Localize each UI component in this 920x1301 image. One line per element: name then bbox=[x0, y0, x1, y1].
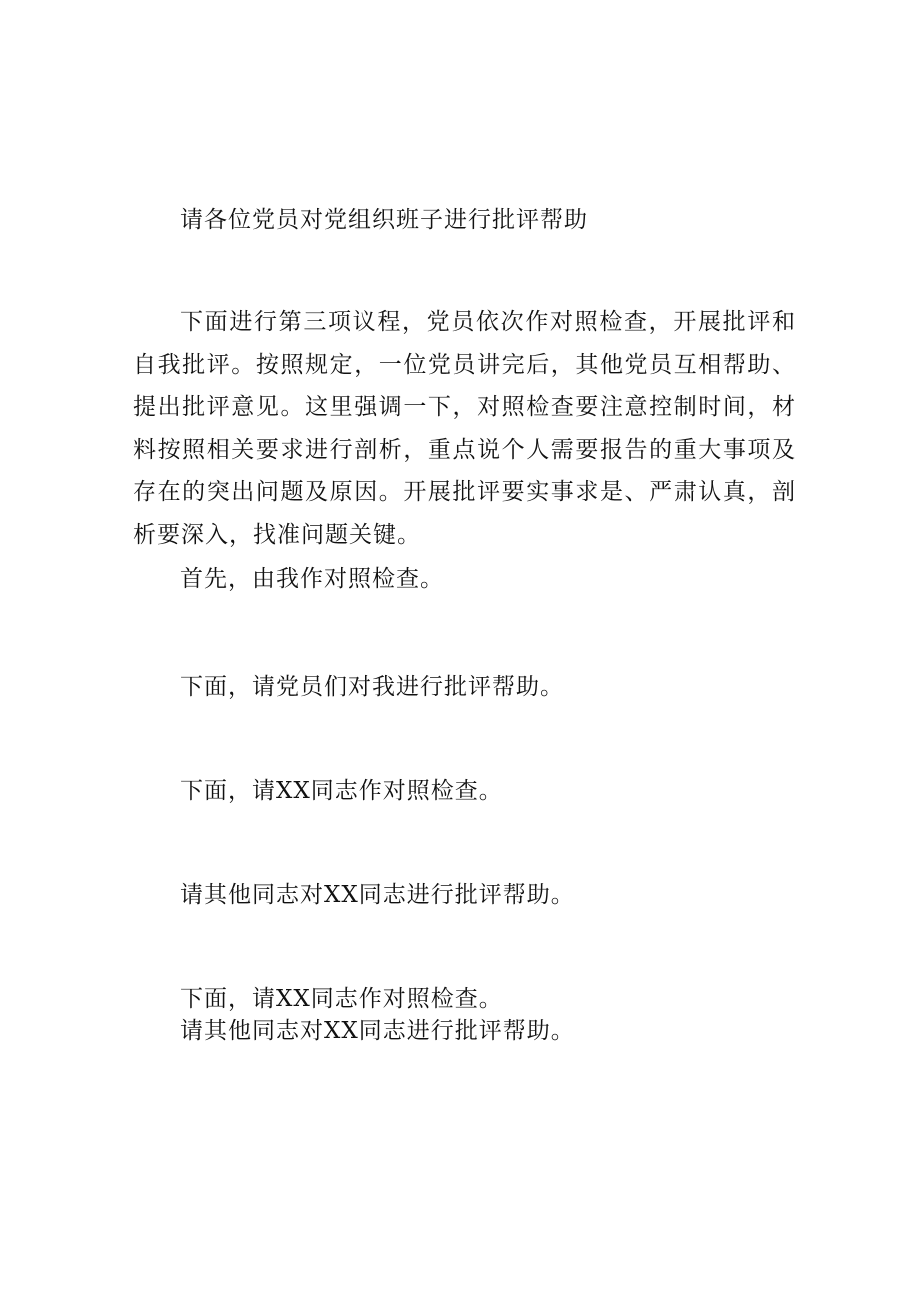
others-help-xx-line: 请其他同志对XX同志进行批评帮助。 bbox=[180, 882, 575, 908]
agenda-paragraph: 下面进行第三项议程，党员依次作对照检查，开展批评和自我批评。按照规定，一位党员讲完后，其他党员互相帮助、提出批评意见。这里强调一下，对照检查要注意控制时间，材料按照相关要求进行剖析，重点说个人需要报告的重大事项及存在的突出问题及原因。开展批评要实事求是、严肃认真，剖析要深入，找准问题关键。 bbox=[133, 309, 796, 548]
members-help-me-line: 下面，请党员们对我进行批评帮助。 bbox=[180, 674, 564, 700]
heading-line: 请各位党员对党组织班子进行批评帮助 bbox=[180, 207, 588, 233]
others-help-xx-line-repeat: 请其他同志对XX同志进行批评帮助。 bbox=[180, 1018, 575, 1044]
xx-self-check-line-repeat: 下面，请XX同志作对照检查。 bbox=[180, 986, 503, 1012]
xx-self-check-line: 下面，请XX同志作对照检查。 bbox=[180, 778, 503, 804]
first-self-check-line: 首先，由我作对照检查。 bbox=[180, 566, 444, 592]
